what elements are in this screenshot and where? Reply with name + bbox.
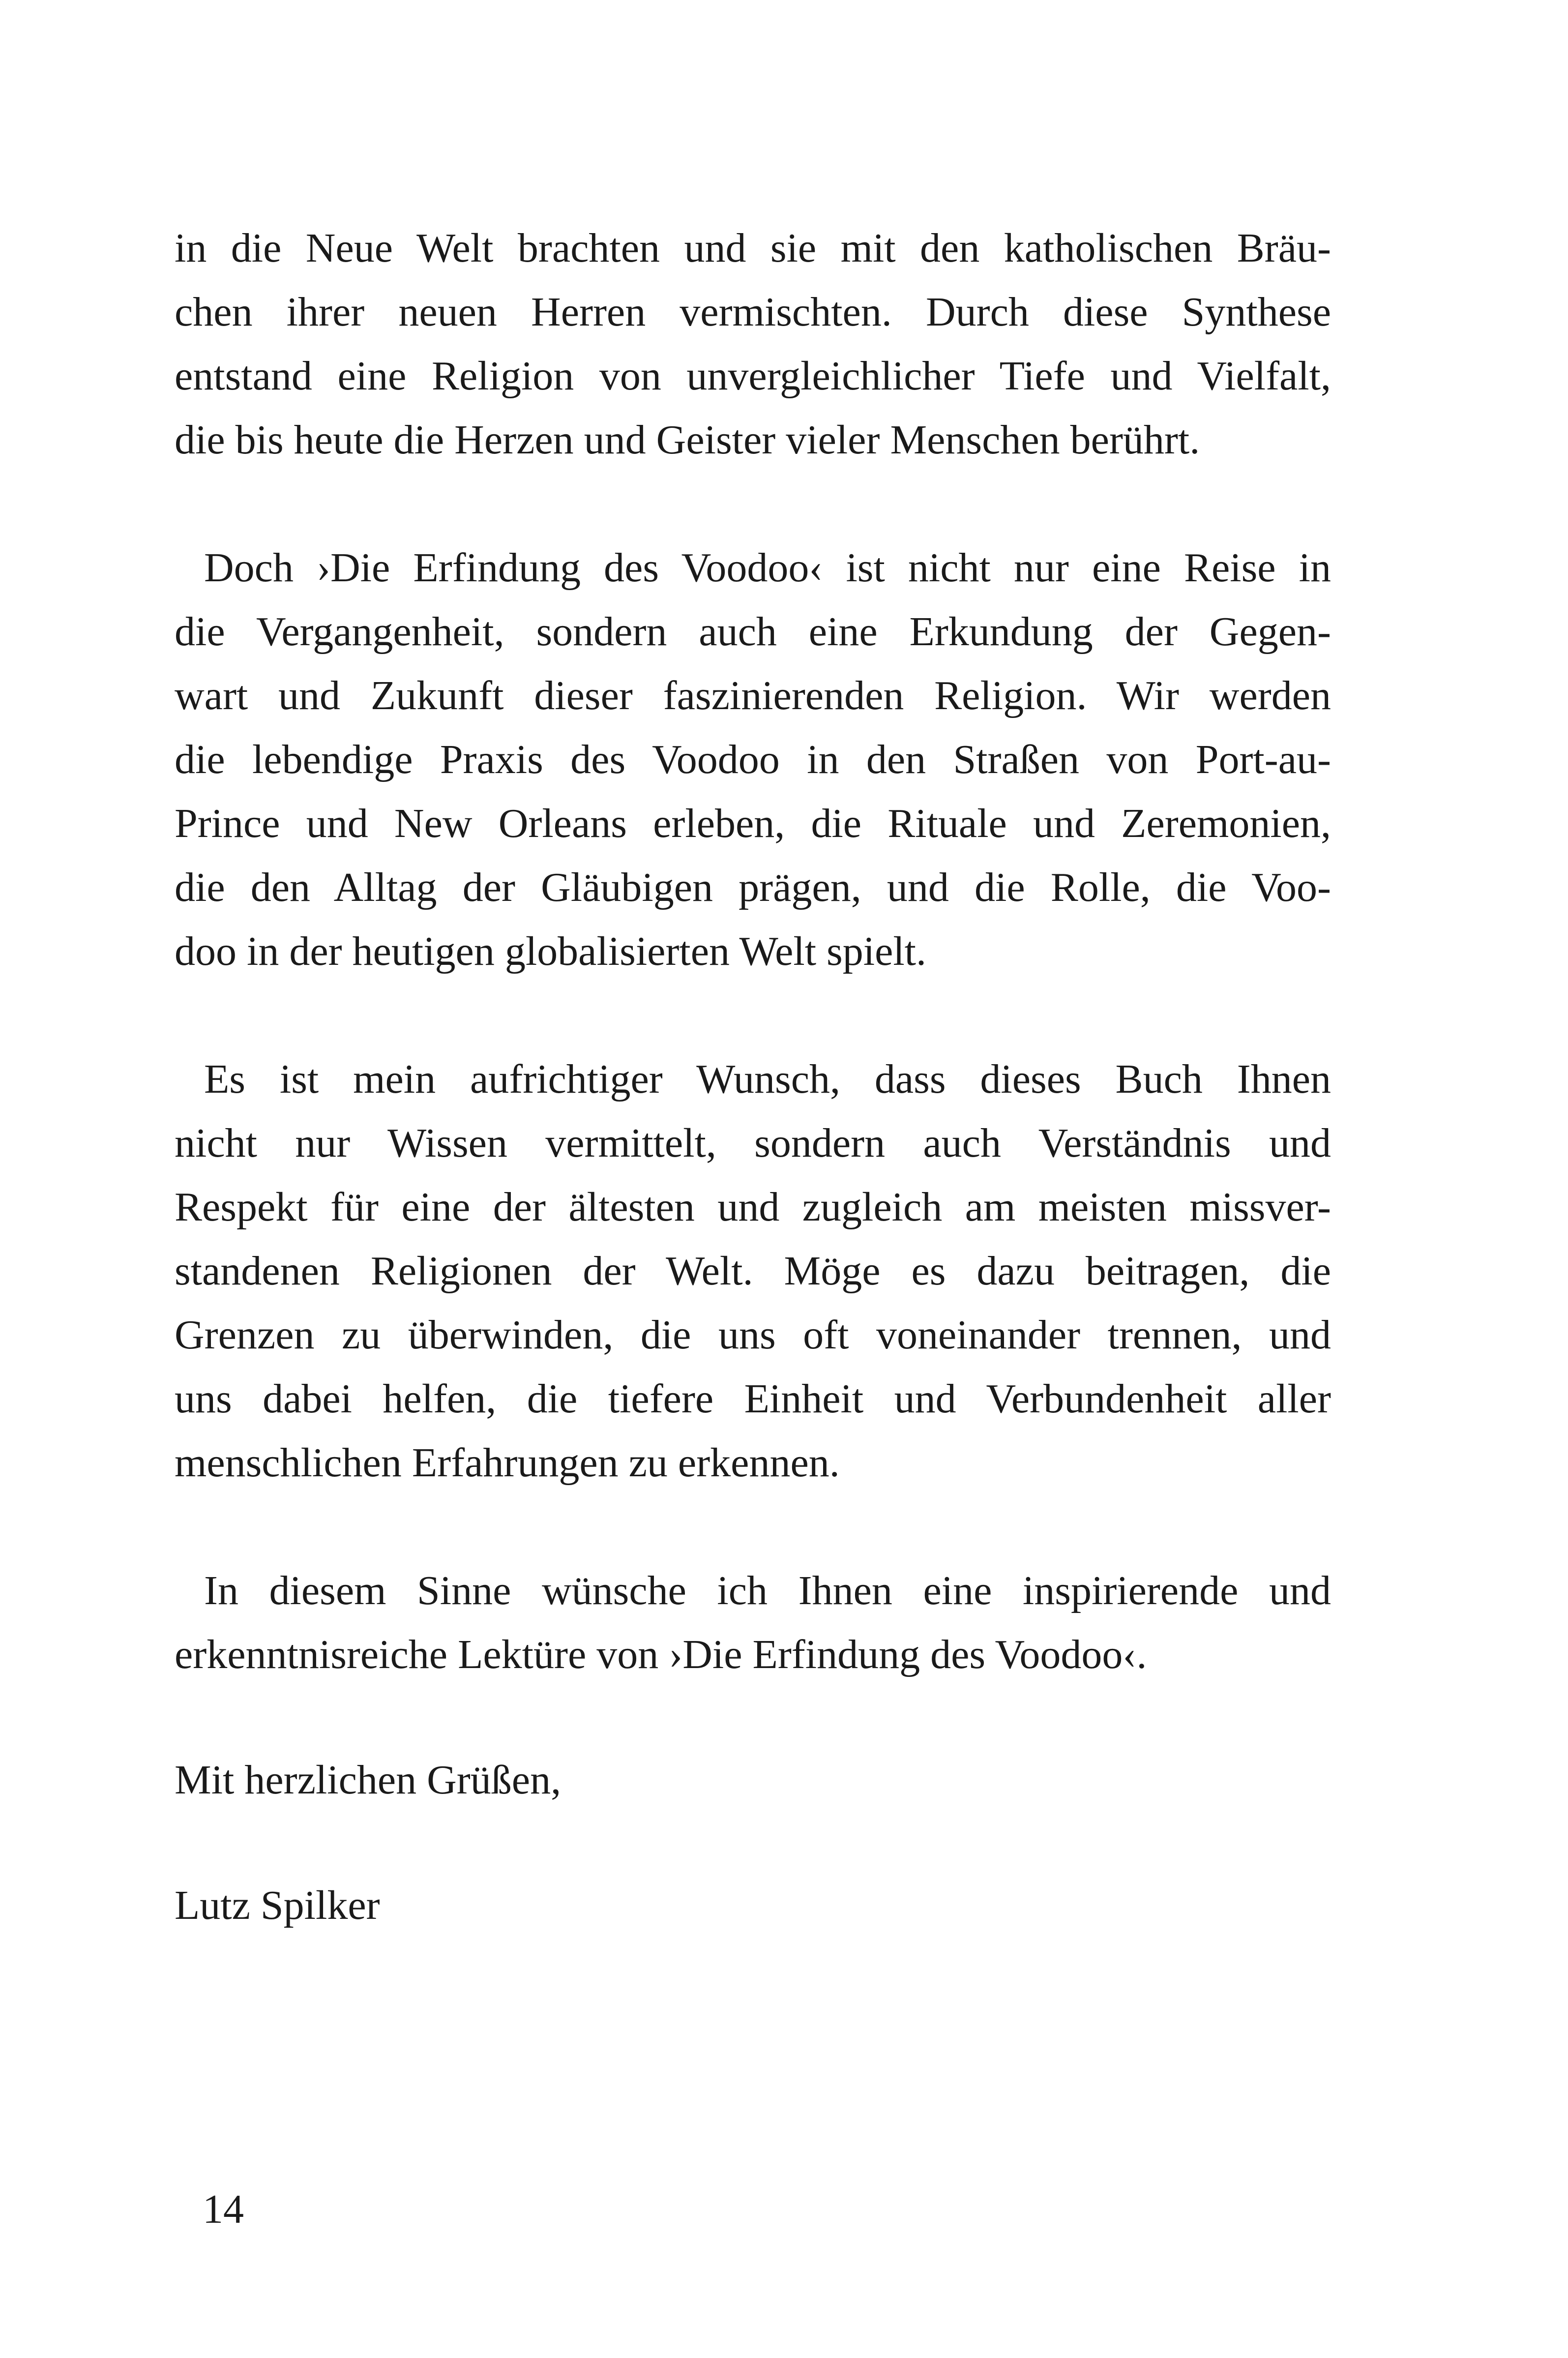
text-line: nicht nur Wissen vermittelt, sondern auch Verständnis und (175, 1120, 1331, 1166)
text-line: uns dabei helfen, die tiefere Einheit und Verbundenheit aller (175, 1376, 1331, 1422)
text-line: doo in der heutigen globalisierten Welt spielt. (175, 928, 927, 974)
paragraph-2 (175, 536, 1331, 984)
text-line: Grenzen zu überwinden, die uns oft voneinander trennen, und (175, 1312, 1331, 1358)
text-line: die den Alltag der Gläubigen prägen, und die Rolle, die Voo- (175, 865, 1331, 910)
closing-greeting: Mit herzlichen Grüßen, (175, 1757, 562, 1803)
paragraph-1 (175, 216, 1331, 472)
text-line: Es ist mein aufrichtiger Wunsch, dass dieses Buch Ihnen (204, 1056, 1331, 1102)
paragraph-3 (175, 1047, 1331, 1495)
text-line: menschlichen Erfahrungen zu erkennen. (175, 1440, 840, 1486)
text-line: die Vergangenheit, sondern auch eine Erkundung der Gegen- (175, 609, 1331, 655)
text-line: Respekt für eine der ältesten und zugleich am meisten missver- (175, 1184, 1331, 1230)
text-line: wart und Zukunft dieser faszinierenden Religion. Wir werden (175, 673, 1331, 718)
text-line: in die Neue Welt brachten und sie mit den katholischen Bräu- (175, 225, 1331, 271)
text-line: In diesem Sinne wünsche ich Ihnen eine inspirierende und (204, 1568, 1331, 1613)
author-signature: Lutz Spilker (175, 1882, 380, 1928)
text-line: Doch ›Die Erfindung des Voodoo‹ ist nicht nur eine Reise in (204, 545, 1331, 591)
body-text (175, 216, 1331, 1687)
text-line: entstand eine Religion von unvergleichlicher Tiefe und Vielfalt, (175, 353, 1331, 399)
text-line: standenen Religionen der Welt. Möge es dazu beitragen, die (175, 1248, 1331, 1294)
text-line: erkenntnisreiche Lektüre von ›Die Erfindung des Voodoo‹. (175, 1632, 1147, 1677)
page-number: 14 (203, 2186, 244, 2232)
text-line: chen ihrer neuen Herren vermischten. Durch diese Synthese (175, 289, 1331, 335)
text-line: die lebendige Praxis des Voodoo in den Straßen von Port-au- (175, 737, 1331, 782)
text-line: die bis heute die Herzen und Geister vieler Menschen berührt. (175, 417, 1200, 463)
text-line: Prince und New Orleans erleben, die Rituale und Zeremonien, (175, 801, 1331, 846)
paragraph-4 (175, 1559, 1331, 1687)
